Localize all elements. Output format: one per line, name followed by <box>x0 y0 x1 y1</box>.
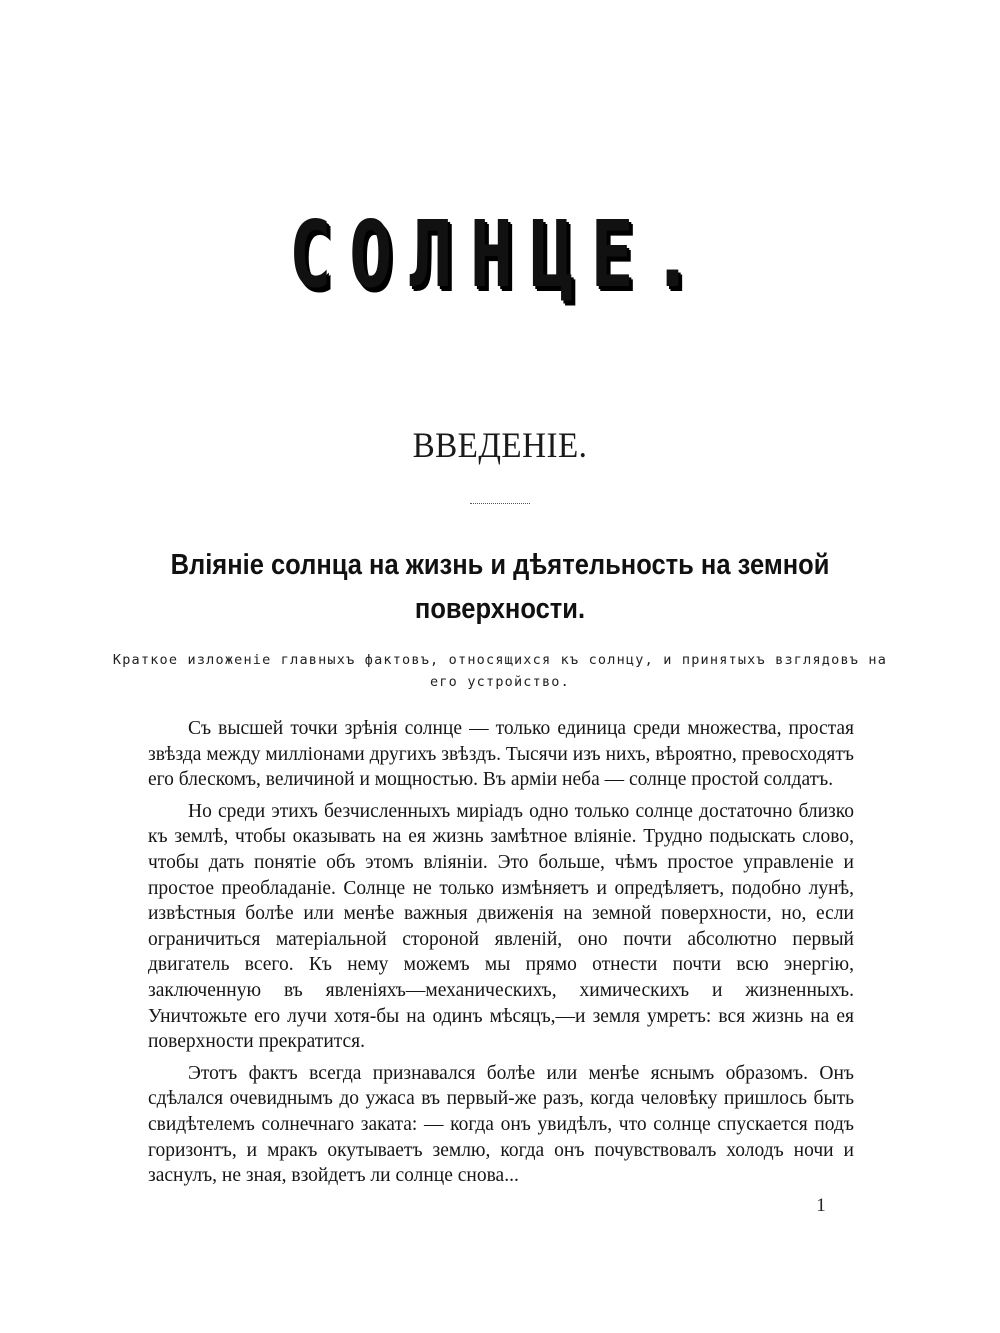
section-title: ВВЕДЕНІЕ. <box>412 425 588 465</box>
main-title: СОЛНЦЕ. <box>288 201 712 308</box>
ornament-divider <box>470 503 530 506</box>
body-text <box>148 716 854 1195</box>
page-number: 1 <box>816 1195 826 1216</box>
chapter-subtitle: Краткое изложеніе главныхъ фактовъ, относящихся къ солнцу, и принятыхъ взглядовъ на его устройство. <box>112 652 888 690</box>
paragraph: Съ высшей точки зрѣнія солнце — только единица среди множества, простая звѣзда между милліонами другихъ звѣздъ. Тысячи изъ нихъ, вѣроятно, превосходятъ его блескомъ, величиной и мощностью. Въ арміи неба — солнце простой солдатъ. <box>148 718 854 791</box>
chapter-heading: Вліяніе солнца на жизнь и дѣятельность на земной поверхности. <box>170 549 830 625</box>
paragraph: Этотъ фактъ всегда признавался болѣе или менѣе яснымъ образомъ. Онъ сдѣлался очевиднымъ до ужаса въ первый-же разъ, когда человѣку пришлось быть свидѣтелемъ солнечнаго заката: — когда онъ увидѣлъ, что солнце спускается подъ горизонтъ, и мракъ окутываетъ землю, когда онъ почувствовалъ холодъ ночи и заснулъ, не зная, взойдетъ ли солнце снова... <box>148 1062 854 1187</box>
paragraph: Но среди этихъ безчисленныхъ миріадъ одно только солнце достаточно близко къ землѣ, чтобы оказывать на ея жизнь замѣтное вліяніе. Трудно подыскать слово, чтобы дать понятіе объ этомъ вліяніи. Это больше, чѣмъ простое управленіе и простое преобладаніе. Солнце не только измѣняетъ и опредѣляетъ, подобно лунѣ, извѣстныя болѣе или менѣе важныя движенія на земной поверхности, но, если ограничиться матеріальной стороной явленій, оно почти абсолютно первый двигатель всего. Къ нему можемъ мы прямо отнести почти всю энергію, заключенную въ явленіяхъ—механическихъ, химическихъ и жизненныхъ. Уничтожьте его лучи хотя-бы на одинъ мѣсяцъ,—и земля умретъ: вся жизнь на ея поверхности прекратится. <box>148 800 854 1053</box>
